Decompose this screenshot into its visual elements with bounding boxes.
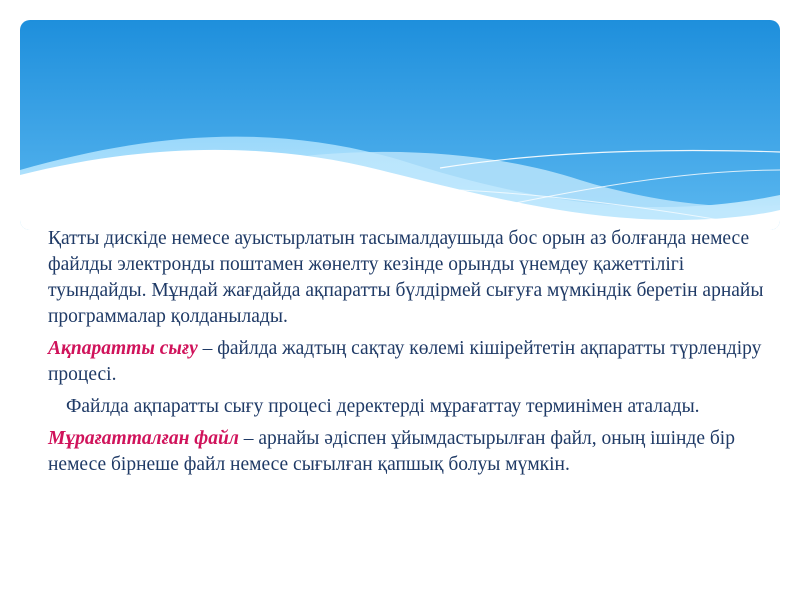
term-archive-file: Мұрағатталған файл (48, 428, 239, 449)
term-compression: Ақпаратты сығу (48, 338, 198, 359)
slide-text (48, 226, 768, 484)
paragraph-archiving-text: Файлда ақпаратты сығу процесі деректерді мұрағаттау терминімен аталады. (66, 396, 700, 417)
definition-archive-file: – арнайы әдіспен ұйымдастырылған файл, оның ішінде бір немесе бірнеше файл немесе сығылған қапшық болуы мүмкін. (48, 428, 735, 475)
paragraph-definition-compression (48, 336, 768, 388)
paragraph-archiving (48, 394, 768, 420)
paragraph-intro (48, 226, 768, 330)
paragraph-definition-archive (48, 426, 768, 478)
definition-compression: – файлда жадтың сақтау көлемі кішірейтетін ақпаратты түрлендіру процесі. (48, 338, 762, 385)
wave-banner (20, 20, 780, 230)
paragraph-intro-text: Қатты дискіде немесе ауыстырлатын тасымалдаушыда бос орын аз болғанда немесе файлды электронды поштамен жөнелту кезінде орынды үнемдеу қажеттілігі туындайды. Мұндай жағдайда ақпаратты бүлдірмей сығуға мүмкіндік беретін арнайы программалар қолданылады. (48, 228, 764, 327)
